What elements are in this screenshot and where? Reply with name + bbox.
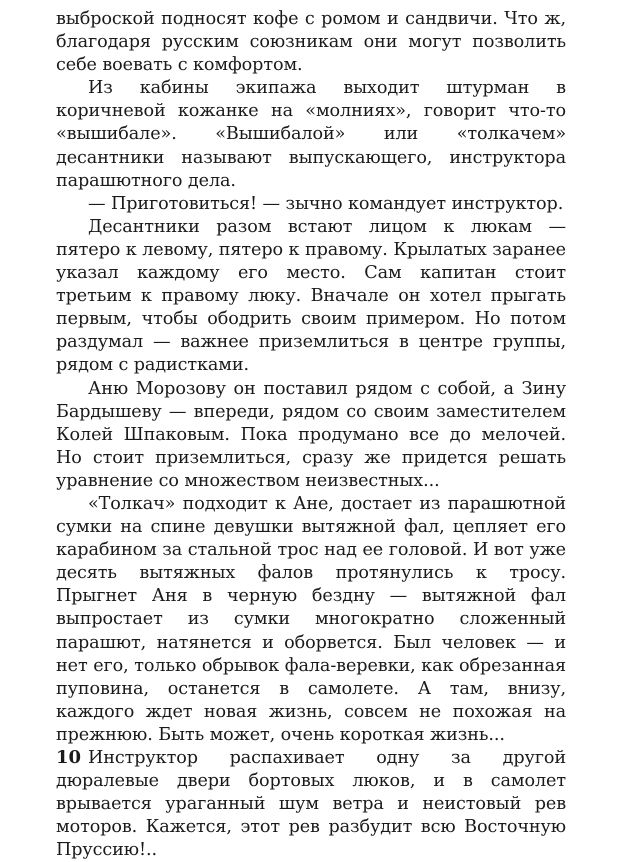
paragraph-3: — Приготовиться! — зычно командует инструктор.: [88, 193, 564, 214]
paragraph-7: Инструктор распахивает одну за другой дюралевые двери бортовых люков, и в самолет врывается ураганный шум ветра и неистовый рев моторов. Кажется, этот рев разбудит всю Восточную Пруссию!..: [56, 748, 566, 861]
paragraph-4: Десантники разом встают лицом к люкам — пятеро к левому, пятеро к правому. Крылатых заранее указал каждому его место. Сам капитан стоит третьим к правому люку. Вначале он хотел прыгать первым, чтобы ободрить своим примером. Но потом раздумал — важнее приземлиться в центре группы, рядом с радистками.: [56, 216, 566, 376]
paragraph-6: «Толкач» подходит к Ане, достает из парашютной сумки на спине девушки вытяжной фал, цепляет его карабином за стальной трос над ее головой. И вот уже десять вытяжных фалов протянулись к тросу. Прыгнет Аня в черную бездну — вытяжной фал выпростает из сумки многократно сложенный парашют, натянется и оборвется. Был человек — и нет его, только обрывок фала-веревки, как обрезанная пуповина, останется в самолете. А там, внизу, каждого ждет новая жизнь, совсем не похожая на прежнюю. Быть может, очень короткая жизнь...: [56, 493, 566, 745]
page-number: 10: [56, 747, 82, 768]
paragraph-2: Из кабины экипажа выходит штурман в коричневой кожанке на «молниях», говорит что-то «вышибале». «Вышибалой» или «толкачем» десантники называют выпускающего, инструктора парашютного дела.: [56, 78, 566, 191]
paragraph-5: Аню Морозову он поставил рядом с собой, а Зину Бардышеву — впереди, рядом со своим заместителем Колей Шпаковым. Пока продумано все до мелочей. Но стоит приземлиться, сразу же придется решать уравнение со множеством неизвестных...: [56, 378, 566, 491]
book-page-body: [56, 8, 566, 862]
paragraph-1: выброской подносят кофе с ромом и сандвичи. Что ж, благодаря русским союзникам они могут позволить себе воевать с комфортом.: [56, 9, 566, 76]
